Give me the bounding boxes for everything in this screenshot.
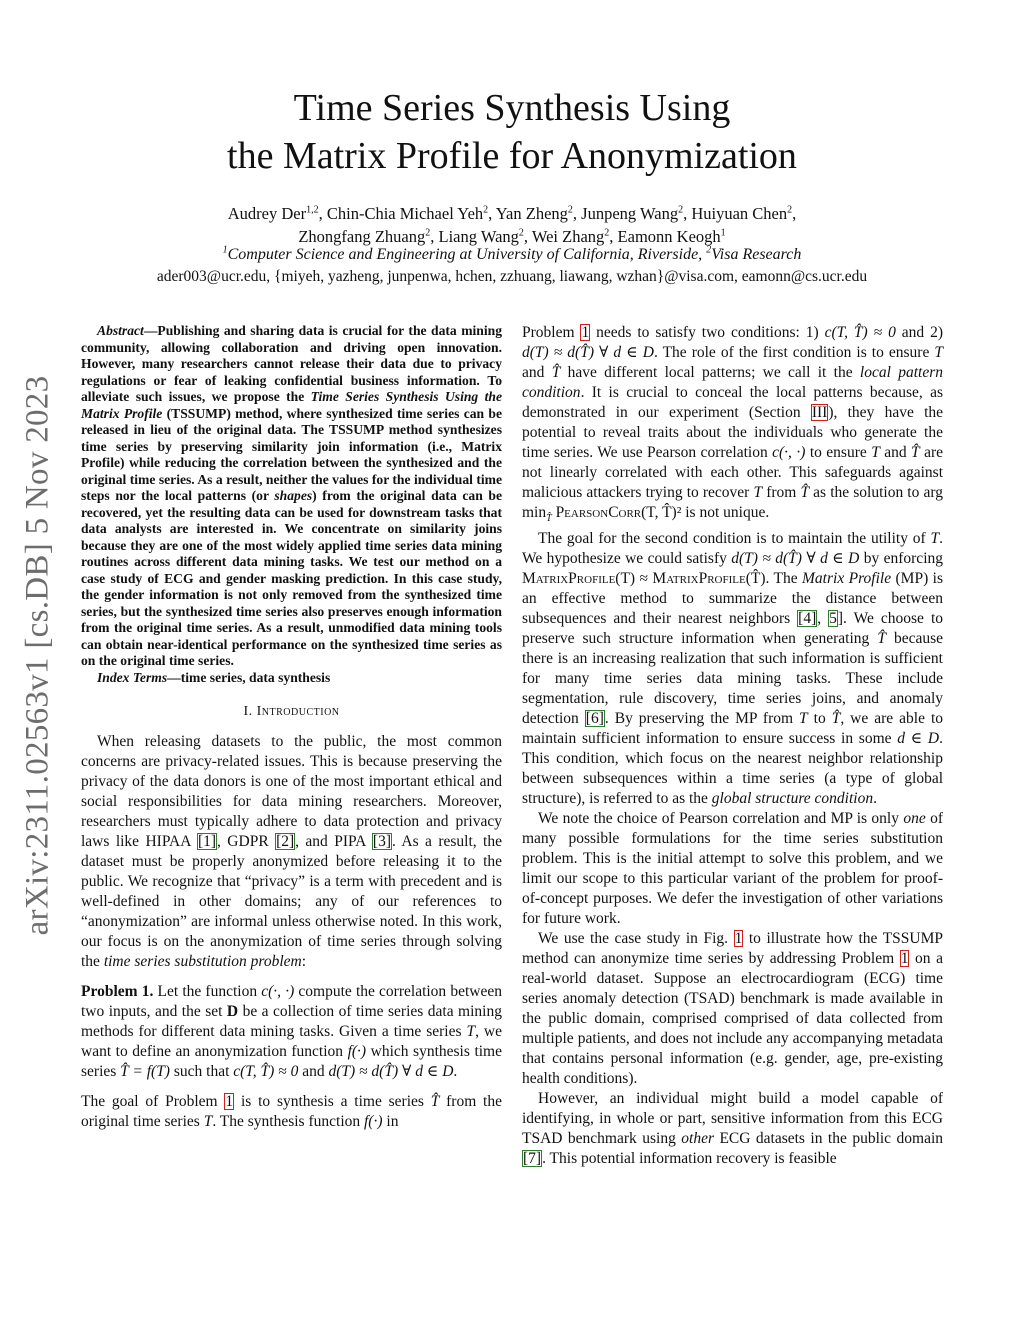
emphasis-text: local pattern condition [522,364,943,401]
body-text: and 2) [895,324,943,341]
math: d(T) ≈ d(T̂) ∀ d ∈ D [522,344,654,361]
citation-link[interactable]: [3] [372,833,391,850]
body-text: (MP) is an effective method to summarize the distance between subsequences and their nearest neighbors [522,570,943,628]
body-text: , GDPR [217,833,276,850]
paper-title [80,84,944,180]
body-text: which synthesis time series [81,1043,502,1080]
author: Huiyuan Chen [691,204,788,223]
intro-paragraph [81,732,502,972]
math: T̂ [430,1093,440,1110]
body-text: . It is crucial to conceal the local patterns because, as demonstrated in our experiment (Section [522,384,943,421]
index-terms-label: Index Terms [97,669,168,685]
affiliation-number: 1 [222,244,228,256]
body-text: and [298,1063,329,1080]
body-text: compute the correlation between two inputs, and the set [81,983,502,1020]
math: d(T) ≈ d(T̂) ∀ d ∈ D [328,1063,454,1080]
body-text: , we want to define an anonymization function [81,1023,502,1060]
author: Liang Wang [438,227,519,246]
math: T̂ [831,710,841,728]
body-text: are not linearly correlated with each other. This safeguards against malicious attackers trying to recover [522,444,944,501]
math: D [226,1003,239,1020]
body-text: . By preserving the MP from [604,710,800,728]
math: d(T) ≈ d(T̂) ∀ d ∈ D [731,550,860,568]
body-paragraph [522,529,943,809]
abstract-text: ) from the original data can be recovered, yet the resulting data can be used for downstream tasks that data analysts are interested in. We concentrate on similarity joins because they are one of the most widely applied time series data mining routines across different data mining tasks. We test our method on a case study of ECG and gender masking prediction. In this case study, the gender information is not only removed from the synthesized time series, but the synthesized time series also preserves enough information from the original time series. As a result, unmodified data mining tools can obtain near-identical performance on the synthesized time series as on the original time series. [81,488,502,668]
citation-link[interactable]: [1] [197,833,217,850]
body-text: The goal for the second condition is to maintain the utility of [538,530,931,548]
author-superscript: 2 [483,204,489,216]
body-text: in [382,1113,399,1130]
arxiv-stamp [12,350,64,960]
body-text: , we are able to maintain sufficient information to ensure success in some [522,710,943,748]
author: Audrey Der [227,204,307,223]
emphasis-text: time series substitution problem [103,953,302,970]
body-text: from the original time series [81,1093,502,1130]
math: T̂ [551,364,561,381]
author: Chin-Chia Michael Yeh [326,204,484,223]
index-terms [81,670,502,687]
author-superscript: 2 [678,204,684,216]
body-text: , [817,610,829,628]
body-text: and [879,444,912,461]
body-paragraph [522,1089,943,1169]
abstract [81,323,502,670]
section-heading-introduction [81,702,502,722]
body-text: . As a result, the dataset must be properly anonymized before releasing it to the public. We recognize that “privacy” is a term with precedent and is well-defined in other domains; any of our references to “anonymization” are informal unless otherwise noted. In this work, our focus is on the anonymization of time series through solving the [81,833,502,970]
body-text: to illustrate how the TSSUMP method can anonymize time series by addressing Problem [522,930,943,968]
math-subscript: T̂ [546,513,552,525]
body-text: Let the function [153,983,262,1000]
body-text: have different local patterns; we call it the [560,364,860,381]
problem-link[interactable]: 1 [225,1093,234,1110]
body-text: needs to satisfy two conditions: 1) [590,324,825,341]
math: T [930,530,940,548]
body-text: is not unique. [681,504,770,521]
body-text: . The [765,570,803,588]
math: T [203,1113,213,1130]
problem-statement [81,982,502,1082]
affiliations [90,246,934,264]
math: arg min [522,484,943,521]
abstract-emphasis: Time Series Synthesis Using the Matrix Profile [81,389,502,421]
body-text: When releasing datasets to the public, the most common concerns are privacy-related issues. This is because preserving the privacy of the data donors is one of the most important ethical and social responsibilities for data mining researchers. Moreover, researchers must typically adhere to data protection and privacy laws like HIPAA [81,733,502,850]
body-text: : [301,953,307,970]
body-text: We use the case study in Fig. [538,930,734,948]
abstract-text: —Publishing and sharing data is crucial for the data mining community, allowing collaboration and driving open innovation. However, many researchers cannot release their data due to privacy regulations or fear of leaking confidential business information. To alleviate such issues, we propose the [81,323,502,404]
citation-link[interactable]: [4] [798,610,817,628]
body-text: is to synthesis a time series [234,1093,431,1110]
body-text: by enforcing [859,550,943,568]
emphasis-text: other [681,1130,714,1148]
body-text: . The synthesis function [212,1113,364,1130]
body-text: However, an individual might build a model capable of identifying, in whole or part, sensitive information from this ECG TSAD benchmark using [522,1090,943,1148]
emphasis-text: one [903,810,926,828]
body-text: ECG datasets in the public domain [714,1130,944,1148]
math: c(T, T̂) ≈ 0 [824,324,896,341]
body-text: Problem [522,324,581,341]
math: f(·) [347,1043,367,1060]
body-text: . This condition, which focus on the nearest neighbor relationship between subsequences within a time series (a type of global structure), is referred to as the [522,730,943,808]
math: T [871,444,880,461]
body-text: ]. We choose to preserve such structure information when generating [522,610,943,648]
affiliation-text: Visa Research [711,246,802,263]
body-text: The goal of Problem [81,1093,225,1110]
body-text: be a collection of time series data mining methods for different data mining tasks. Given a time series [81,1003,502,1040]
title-line-2: the Matrix Profile for Anonymization [227,135,797,177]
author: Zhongfang Zhuang [298,227,426,246]
body-text: because there is an increasing realization that such information is sufficient for many time series data mining tasks. These include segmentation, rule discovery, time series joins, and anomaly detection [522,630,943,728]
body-text: as the solution to [809,484,924,501]
author-superscript: 2 [518,227,524,239]
body-text: and [522,364,552,381]
abstract-label: Abstract [97,323,144,338]
author: Wei Zhang [531,227,605,246]
body-text: . We hypothesize we could satisfy [522,530,943,568]
author-superscript: 2 [787,204,793,216]
math: T̂ [911,444,920,461]
affiliation-number: 2 [706,244,712,256]
figure-link[interactable]: 1 [734,930,743,948]
abstract-text: (TSSUMP) method, where synthesized time series can be released in lieu of the original data. The TSSUMP method synthesizes time series by preserving similarity join information (i.e., Matrix Profile) while reducing the correlation between the synthesized and the original time series. As a result, neither the values for the individual time steps nor the local patterns (or [81,405,502,503]
section-link[interactable]: III [811,404,828,421]
math: T [799,710,808,728]
section-number: I. [243,704,257,719]
body-text: , and PIPA [295,833,372,850]
body-text: ), they have the potential to reveal traits about the individuals who generate the time series. We use Pearson correlation [522,404,944,461]
math: c(·, ·) [772,444,806,461]
author-list: Audrey Der$^{1,2}$, Chin-Chia Michael Yeh$^2$, Yan Zheng$^2$, Junpeng Wang$^2$, Huiyuan Chen$^2$, Zhongfang Zhuang$^2$, Liang Wang$^2$, Wei Zhang$^2$, Eamonn Keogh$^1$ [227,204,797,246]
emphasis-text: global structure condition [711,790,874,808]
author-superscript: 2 [604,227,610,239]
math: d ∈ D [897,730,940,748]
author-superscript: 2 [567,204,573,216]
author: Junpeng Wang [581,204,679,223]
affiliation-text: Computer Science and Engineering at University of California, Riverside, [227,246,707,263]
math: f(·) [364,1113,383,1130]
body-paragraph [522,323,943,529]
problem-label: Problem 1. [81,983,154,1000]
arxiv-identifier: arXiv:2311.02563v1 [cs.DB] 5 Nov 2023 [19,375,56,935]
body-text: such that [169,1063,234,1080]
math: T̂ = f(T) [120,1063,170,1080]
left-column [81,323,502,1132]
math: PearsonCorr(T, T̂)² [551,504,682,521]
body-text: from [762,484,801,501]
body-paragraph [522,929,943,1089]
body-text: of many possible formulations for the time series substitution problem. This is the initial attempt to solve this problem, and we limit our scope to this particular variant of the problem for proof-of-concept purposes. We defer the investigation of other variations for future work. [522,810,943,928]
body-text: to ensure [805,444,872,461]
emphasis-text: Matrix Profile [802,570,892,588]
title-line-1: Time Series Synthesis Using [293,87,731,129]
author-superscript: 1,2 [306,204,319,216]
math: T̂ [877,630,886,648]
body-text: on a real-world dataset. Suppose an electrocardiogram (ECG) time series anomaly detection (TSAD) benchmark is made available in the public domain, comprised comprised of data collected from multiple patients, and does not include any accompanying metadata that contains personal information (e.g. gender, age, pre-existing health conditions). [522,950,943,1088]
math: T̂ [800,484,810,501]
body-paragraph [81,1092,502,1132]
problem-link[interactable]: 1 [581,324,590,341]
abstract-emphasis: shapes [274,488,313,503]
index-terms-text: —time series, data synthesis [167,669,331,685]
body-text: . This potential information recovery is feasible [542,1150,837,1168]
body-text: to [807,710,832,728]
author: Yan Zheng [495,204,568,223]
body-paragraph [522,809,943,929]
math: T [934,344,943,361]
body-text: . The role of the first condition is to ensure [653,344,935,361]
author-superscript: 2 [425,227,431,239]
math: MatrixProfile(T) ≈ MatrixProfile(T̂) [522,570,766,588]
section-title: Introduction [256,704,340,719]
math: c(·, ·) [261,983,295,1000]
math: c(T, T̂) ≈ 0 [233,1063,299,1080]
author-superscript: 1 [720,227,726,239]
right-column [522,323,943,1169]
citation-link[interactable]: 5 [829,610,837,628]
problem-link[interactable]: 1 [900,950,909,968]
body-text: . [873,790,877,808]
author-emails: ader003@ucr.edu, {miyeh, yazheng, junpenwa, hchen, zzhuang, liawang, wzhan}@visa.com, eamonn@cs.ucr.edu [156,268,868,285]
author: Eamonn Keogh [617,227,721,246]
citation-link[interactable]: [6] [585,710,604,728]
citation-link[interactable]: [2] [276,833,295,850]
math: T [753,484,763,501]
math: T [466,1023,476,1040]
body-text: . [453,1063,458,1080]
body-text: We note the choice of Pearson correlation and MP is only [538,810,904,828]
citation-link[interactable]: [7] [523,1150,542,1168]
